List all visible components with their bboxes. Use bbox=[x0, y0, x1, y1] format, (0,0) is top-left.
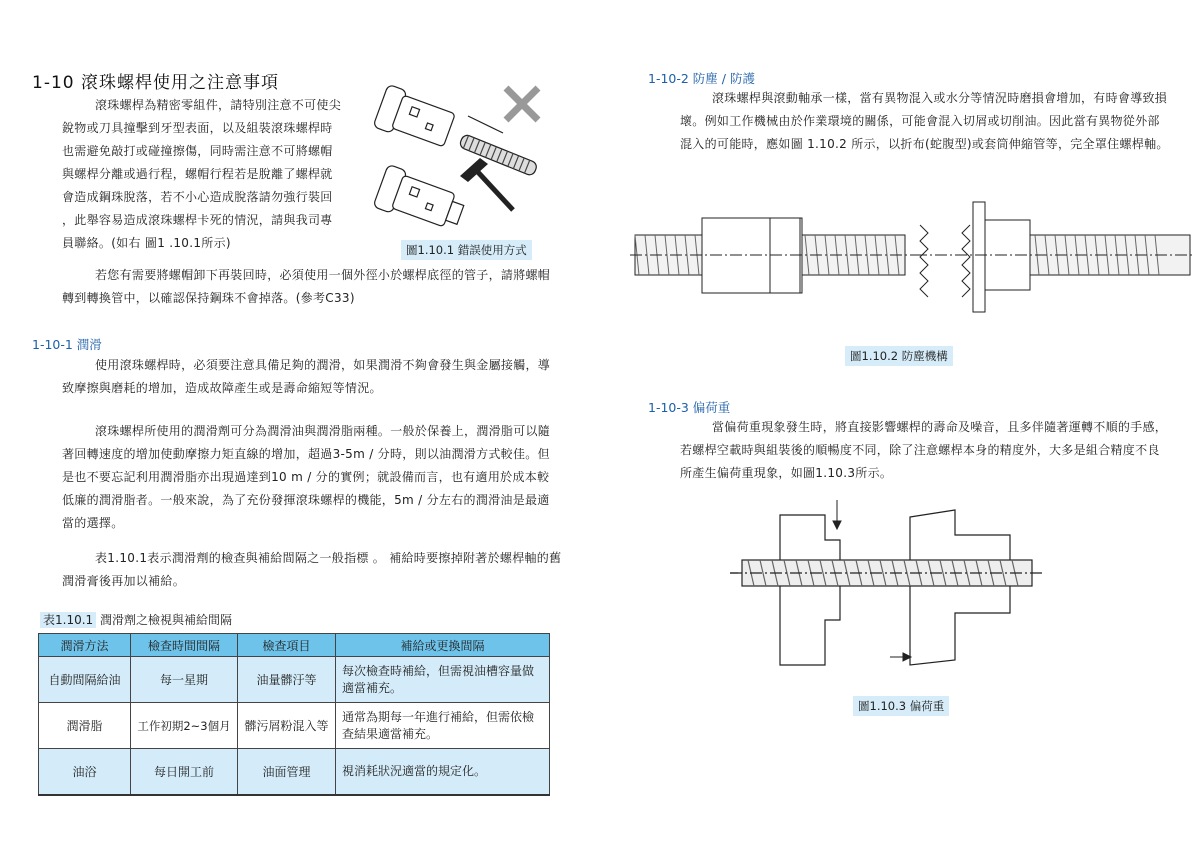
text-line: 滾珠螺桿與滾動軸承一樣，當有異物混入或水分等情況時磨損會增加，有時會導致損 bbox=[712, 91, 1168, 105]
figure-wrong-usage bbox=[368, 78, 553, 238]
header-cell: 補給或更換間隔 bbox=[336, 634, 550, 657]
header-cell: 檢查項目 bbox=[238, 634, 336, 657]
screw-shaft-right bbox=[915, 202, 1195, 312]
table-cell: 每日開工前 bbox=[131, 749, 238, 796]
text-line: 是也不要忘記利用潤滑脂亦出現過達到10 m / 分的實例；就設備而言，也有適用於成本較 bbox=[62, 470, 550, 484]
nut-right bbox=[910, 510, 1010, 665]
text-line: 低廉的潤滑脂者。一般來說，為了充份發揮滾珠螺桿的機能，5m / 分左右的潤滑油是最適 bbox=[62, 493, 550, 507]
figure-eccentric-load bbox=[730, 495, 1050, 675]
text-line: 若您有需要將螺帽卸下再裝回時，必須使用一個外徑小於螺桿底徑的管子，請將螺帽 bbox=[95, 268, 551, 282]
text-line: ，此舉容易造成滾珠螺桿卡死的情況，請與我司專 bbox=[62, 213, 333, 227]
text-line: 銳物或刀具撞擊到牙型表面，以及組裝滾珠螺桿時 bbox=[62, 121, 333, 135]
text-line: 會造成鋼珠脫落，若不小心造成脫落請勿強行裝回 bbox=[62, 190, 333, 204]
table-cell: 潤滑脂 bbox=[39, 703, 131, 749]
figure-caption: 圖1.10.3 偏荷重 bbox=[853, 696, 949, 716]
table-row bbox=[39, 749, 550, 796]
figure-dust-mechanism bbox=[630, 190, 1195, 325]
text-line: 壞。例如工作機械由於作業環境的關係，可能會混入切屑或切削油。因此當有異物從外部 bbox=[680, 114, 1160, 128]
table-row bbox=[39, 657, 550, 703]
text-line: 滾珠螺桿為精密零組件，請特別注意不可使尖 bbox=[95, 98, 342, 112]
figure-caption: 圖1.10.2 防塵機構 bbox=[845, 346, 953, 366]
section-heading-dust-protection: 1-10-2 防塵 / 防護 bbox=[648, 71, 755, 86]
text-line: 當的選擇。 bbox=[62, 516, 124, 530]
table-title: 潤滑劑之檢視與補給間隔 bbox=[100, 613, 233, 627]
table-cell: 髒污屑粉混入等 bbox=[238, 703, 336, 749]
table-cell: 視消耗狀況適當的規定化。 bbox=[336, 749, 550, 796]
header-cell: 檢查時間間隔 bbox=[131, 634, 238, 657]
text-line: 使用滾珠螺桿時，必須要注意具備足夠的潤滑，如果潤滑不夠會發生與金屬接觸，導 bbox=[95, 358, 551, 372]
text-line: 滾珠螺桿所使用的潤滑劑可分為潤滑油與潤滑脂兩種。一般於保養上，潤滑脂可以隨 bbox=[95, 424, 551, 438]
text-line: 潤滑膏後再加以補給。 bbox=[62, 574, 186, 588]
page-title: 1-10 滾珠螺桿使用之注意事項 bbox=[32, 73, 279, 93]
text-line: 當偏荷重現象發生時，將直接影響螺桿的壽命及噪音，且多伴隨著運轉不順的手感， bbox=[712, 420, 1168, 434]
arrow-icon bbox=[468, 116, 503, 133]
lubrication-table bbox=[38, 633, 550, 796]
section-heading-eccentric-load: 1-10-3 偏荷重 bbox=[648, 400, 731, 415]
text-line: 與螺桿分離或過行程，螺帽行程若是脫離了螺桿就 bbox=[62, 167, 333, 181]
text-line: 致摩擦與磨耗的增加，造成故障產生或是壽命縮短等情況。 bbox=[62, 381, 382, 395]
table-cell: 自動間隔給油 bbox=[39, 657, 131, 703]
text-line: 所產生偏荷重現象，如圖1.10.3所示。 bbox=[680, 466, 893, 480]
nut-illustration-top bbox=[373, 84, 457, 151]
text-line: 員聯絡。(如右 圖1 .10.1所示) bbox=[62, 236, 231, 250]
nut-illustration-bottom bbox=[373, 164, 468, 235]
load-arrow-icon bbox=[890, 653, 911, 661]
table-header-row bbox=[39, 634, 550, 657]
text-line: 也需避免敲打或碰撞擦傷，同時需注意不可將螺帽 bbox=[62, 144, 333, 158]
table-cell: 每次檢查時補給，但需視油槽容量做適當補充。 bbox=[336, 657, 550, 703]
table-cell: 油面管理 bbox=[238, 749, 336, 796]
text-line: 若螺桿空載時與組裝後的順暢度不同，除了注意螺桿本身的精度外，大多是組合精度不良 bbox=[680, 443, 1160, 457]
screw-shaft-left bbox=[630, 218, 915, 293]
table-number: 表1.10.1 bbox=[40, 612, 96, 628]
table-caption bbox=[40, 611, 232, 628]
table-cell: 油量髒汙等 bbox=[238, 657, 336, 703]
text-line: 著回轉速度的增加使動摩擦力矩直線的增加，超過3-5m / 分時，則以油潤滑方式較佳。但 bbox=[62, 447, 550, 461]
load-arrow-icon bbox=[833, 500, 841, 529]
text-line: 轉到轉換管中，以確認保持鋼珠不會掉落。(參考C33) bbox=[62, 291, 355, 305]
cross-icon bbox=[506, 88, 538, 120]
table-row bbox=[39, 703, 550, 749]
table-cell: 工作初期2~3個月 bbox=[131, 703, 238, 749]
table-cell: 油浴 bbox=[39, 749, 131, 796]
table-cell: 通常為期每一年進行補給，但需依檢查結果適當補充。 bbox=[336, 703, 550, 749]
section-heading-lubrication: 1-10-1 潤滑 bbox=[32, 337, 102, 352]
figure-caption: 圖1.10.1 錯誤使用方式 bbox=[401, 240, 532, 260]
text-line: 混入的可能時，應如圖 1.10.2 所示，以折布(蛇腹型)或套筒伸縮管等，完全罩住螺桿軸。 bbox=[680, 137, 1169, 151]
header-cell: 潤滑方法 bbox=[39, 634, 131, 657]
nut-left bbox=[780, 515, 840, 665]
table-cell: 每一星期 bbox=[131, 657, 238, 703]
text-line: 表1.10.1表示潤滑劑的檢查與補給間隔之一般指標 。 補給時要擦掉附著於螺桿軸的舊 bbox=[95, 551, 562, 565]
